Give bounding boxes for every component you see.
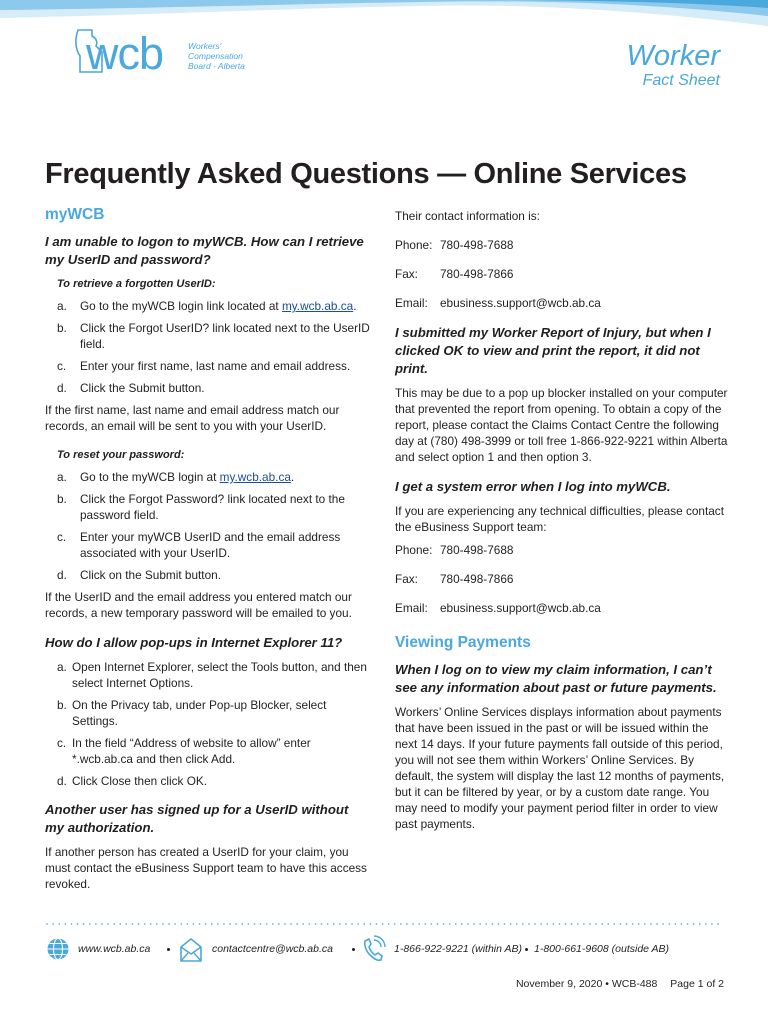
- footer-bullet: [352, 948, 355, 951]
- subheading-retrieve-userid: To retrieve a forgotten UserID:: [57, 278, 216, 290]
- steps-popups: [45, 659, 370, 789]
- footer-website[interactable]: [46, 934, 150, 964]
- paragraph-report-not-printing: This may be due to a pop up blocker installed on your computer that prevented the report from opening. To obtain a copy of the report, please contact the Claims Contact Centre the following day at (780) 498-3999 or toll free 1-866-922-9221 within Alberta and select option 1 and then option 3.: [395, 386, 728, 464]
- contact-phone: Phone: 780-498-7688: [395, 543, 514, 557]
- document-type-main: Worker: [626, 40, 720, 72]
- page-title: Frequently Asked Questions — Online Services: [45, 158, 687, 190]
- list-item: c. Enter your first name, last name and email address.: [57, 359, 351, 373]
- footer-phone[interactable]: [360, 934, 522, 964]
- question-payments: When I log on to view my claim information, I can’t see any information about past or future payments.: [395, 662, 717, 695]
- list-item: b. On the Privacy tab, under Pop-up Blocker, select Settings.: [57, 698, 327, 728]
- globe-icon: [46, 937, 70, 961]
- mywcb-link[interactable]: my.wcb.ab.ca: [281, 299, 354, 313]
- mywcb-link[interactable]: my.wcb.ab.ca: [219, 470, 291, 484]
- contact-email: Email: ebusiness.support@wcb.ab.ca: [395, 296, 601, 310]
- steps-retrieve-userid: [45, 298, 370, 396]
- wcb-logo[interactable]: [72, 24, 272, 84]
- paragraph-password-match: If the UserID and the email address you entered match our records, a new temporary password will be emailed to you.: [45, 590, 352, 620]
- list-item: b. Click the Forgot UserID? link located next to the UserID field.: [57, 321, 370, 351]
- footer-bullet: [525, 948, 528, 951]
- list-item: a. Open Internet Explorer, select the Tools button, and then select Internet Options.: [57, 660, 367, 690]
- footer-email[interactable]: [178, 934, 333, 964]
- footer-divider: [46, 922, 724, 926]
- list-item: d. Click on the Submit button.: [57, 568, 221, 582]
- phone-outside-ab: 1-800-661-9608 (outside AB): [534, 943, 670, 955]
- list-item: c. Enter your myWCB UserID and the email address associated with your UserID.: [57, 530, 341, 560]
- document-type: [627, 40, 720, 90]
- footer-bullet: [167, 948, 170, 951]
- contact-intro: Their contact information is:: [395, 209, 540, 223]
- question-unauthorized-user: Another user has signed up for a UserID without my authorization.: [45, 802, 349, 835]
- section-heading-mywcb: myWCB: [45, 206, 105, 223]
- footer: [46, 934, 736, 970]
- list-item: a. Go to the myWCB login link located at my.wcb.ab.ca.: [57, 299, 357, 313]
- document-info: [506, 978, 724, 990]
- footer-phone-outside[interactable]: [534, 934, 669, 964]
- contact-fax: Fax: 780-498-7866: [395, 267, 514, 281]
- question-system-error: I get a system error when I log into myWCB.: [395, 479, 671, 494]
- contact-phone: Phone: 780-498-7688: [395, 238, 514, 252]
- email-text: contactcentre@wcb.ab.ca: [212, 943, 333, 955]
- paragraph-payments: Workers’ Online Services displays information about payments that have been issued in the past or will be issued within the next 14 days. If your future payments fall outside of this period, you will not see them within Workers’ Online Services. By default, the system will display the last 12 months of payments, but it can be filtered by year, or by a custom date range. You may need to modify your payment period filter in order to view past payments.: [395, 705, 725, 831]
- right-column: [395, 208, 730, 839]
- list-item: d. Click the Submit button.: [57, 381, 205, 395]
- mail-icon: [178, 935, 204, 963]
- question-report-not-printing: I submitted my Worker Report of Injury, but when I clicked OK to view and print the report, it did not print.: [395, 325, 711, 376]
- list-item: d. Click Close then click OK.: [57, 774, 208, 788]
- steps-reset-password: [45, 469, 370, 583]
- page-number: Page 1 of 2: [670, 978, 724, 990]
- paragraph-system-error: If you are experiencing any technical difficulties, please contact the eBusiness Support team:: [395, 504, 724, 534]
- phone-within-ab: 1-866-922-9221 (within AB): [394, 943, 523, 955]
- left-column: [45, 205, 370, 899]
- list-item: c. In the field “Address of website to allow” enter *.wcb.ab.ca and then click Add.: [57, 736, 311, 766]
- subheading-reset-password: To reset your password:: [57, 449, 185, 461]
- contact-fax: Fax: 780-498-7866: [395, 572, 514, 586]
- date-and-code: November 9, 2020 • WCB-488: [515, 978, 658, 990]
- paragraph-unauthorized-user: If another person has created a UserID for your claim, you must contact the eBusiness Support team to have this access revoked.: [45, 845, 367, 891]
- paragraph-userid-match: If the first name, last name and email address match our records, an email will be sent to you with your UserID.: [45, 403, 340, 433]
- logo-wordmark: wcb: [86, 28, 164, 79]
- section-heading-payments: Viewing Payments: [395, 634, 531, 651]
- list-item: b. Click the Forgot Password? link located next to the password field.: [57, 492, 345, 522]
- phone-icon: [360, 935, 386, 963]
- question-popups: How do I allow pop-ups in Internet Explorer 11?: [45, 635, 343, 650]
- website-text: www.wcb.ab.ca: [78, 943, 151, 955]
- document-type-sub: Fact Sheet: [642, 72, 720, 89]
- contact-email: Email: ebusiness.support@wcb.ab.ca: [395, 601, 601, 615]
- list-item: a. Go to the myWCB login at my.wcb.ab.ca.: [57, 470, 295, 484]
- logo-subtitle: Workers' Compensation Board - Alberta: [188, 41, 245, 71]
- question-logon: I am unable to logon to myWCB. How can I retrieve my UserID and password?: [45, 234, 364, 267]
